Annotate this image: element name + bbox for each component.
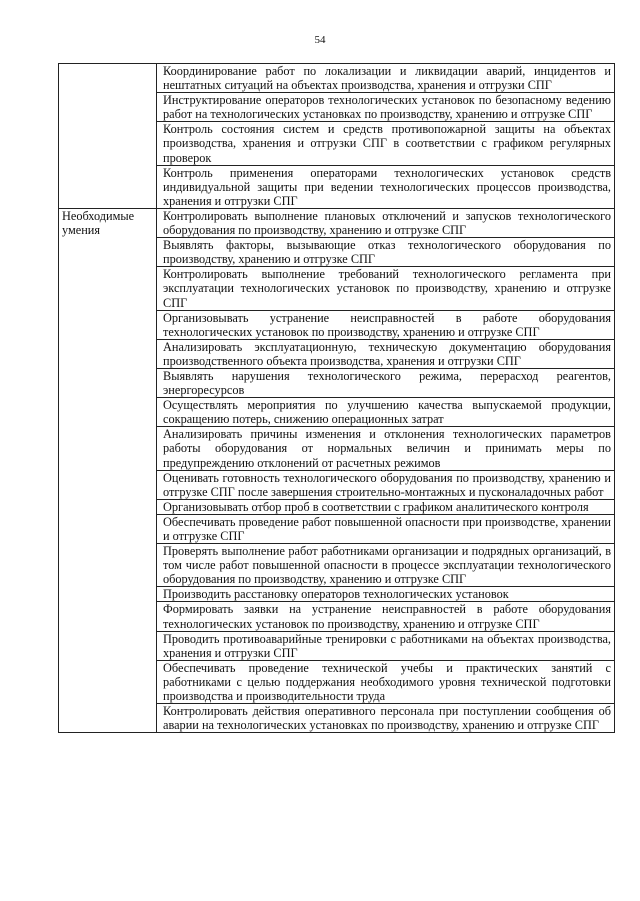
table-cell [157,122,615,165]
table-cell [157,310,615,339]
table-cell [157,587,615,602]
table-cell [157,544,615,587]
cell-text: Контролировать выполнение требований технологического регламента при эксплуатации технологических установок по производству, хранению и отгрузке СПГ [163,267,611,310]
cell-text: Инструктирование операторов технологических установок по безопасному ведению работ на технологических установках по производству, хранению и отгрузке СПГ [163,93,611,122]
cell-text: Производить расстановку операторов технологических установок [163,587,509,602]
table-cell [157,165,615,208]
requirements-table [58,63,615,733]
cell-text: Контролировать действия оперативного персонала при поступлении сообщения об аварии на технологических установках по производству, хранению и отгрузке СПГ [163,704,611,733]
cell-text: Организовывать отбор проб в соответствии с графиком аналитического контроля [163,499,589,514]
table-cell [157,64,615,93]
table-cell [157,514,615,543]
table-cell [157,602,615,631]
table-cell [157,427,615,470]
table-cell [157,339,615,368]
table-cell [157,398,615,427]
page-number: 54 [314,34,326,46]
cell-text: Оценивать готовность технологического оборудования по производству, хранению и отгрузке СПГ после завершения строительно-монтажных и пусконаладочных работ [163,470,611,499]
table-cell [157,267,615,310]
cell-text: Обеспечивать проведение работ повышенной опасности при производстве, хранении и отгрузке СПГ [163,514,611,543]
cell-text: Анализировать причины изменения и отклонения технологических параметров работы оборудования от нормальных величин и принимать меры по предупреждению отклонений от расчетных режимов [163,427,611,470]
skills-label: Необходимые умения [62,208,135,238]
table-cell [157,93,615,122]
cell-text: Анализировать эксплуатационную, техническую документацию оборудования производственного объекта производства, хранения и отгрузки СПГ [163,339,611,368]
cell-text: Проверять выполнение работ работниками организации и подрядных организаций, в том числе работ повышенной опасности в процессе эксплуатации технологического оборудования по производству, хранению и отгрузке СПГ [163,544,611,587]
cell-text: Контроль применения операторами технологических установок средств индивидуальной защиты при ведении технологических процессов производства, хранения и отгрузки СПГ [163,165,611,208]
cell-text: Организовывать устранение неисправностей в работе оборудования технологических установок по производству, хранению и отгрузке СПГ [163,310,611,339]
cell-text: Проводить противоаварийные тренировки с работниками на объектах производства, хранения и отгрузки СПГ [163,631,611,660]
table-cell [157,631,615,660]
table-cell [157,470,615,499]
table-row [59,208,615,237]
cell-text: Обеспечивать проведение технической учебы и практических занятий с работниками с целью поддержания необходимого уровня технической подготовки производства и производительности труда [163,660,611,704]
skills-label-cell [59,208,157,732]
cell-text: Контролировать выполнение плановых отключений и запусков технологического оборудования по производству, хранению и отгрузке СПГ [163,208,611,238]
table-cell [157,208,615,237]
cell-text: Контроль состояния систем и средств противопожарной защиты на объектах производства, хранения и отгрузки СПГ в соответствии с графиком регулярных проверок [163,122,611,165]
cell-text: Координирование работ по локализации и ликвидации аварий, инцидентов и нештатных ситуаций на объектах производства, хранения и отгрузки СПГ [163,64,611,93]
table-cell [157,368,615,397]
table-row [59,64,615,93]
empty-label-cell [59,64,157,209]
cell-text: Выявлять нарушения технологического режима, перерасход реагентов, энергоресурсов [163,368,611,398]
table-cell [157,660,615,703]
cell-text: Осуществлять мероприятия по улучшению качества выпускаемой продукции, сокращению потерь, снижению операционных затрат [163,398,611,427]
cell-text: Формировать заявки на устранение неисправностей в работе оборудования технологических установок по производству, хранению и отгрузке СПГ [163,602,611,631]
cell-text: Выявлять факторы, вызывающие отказ технологического оборудования по производству, хранению и отгрузке СПГ [163,238,611,267]
table-cell [157,499,615,514]
table-cell [157,238,615,267]
table-cell [157,704,615,733]
